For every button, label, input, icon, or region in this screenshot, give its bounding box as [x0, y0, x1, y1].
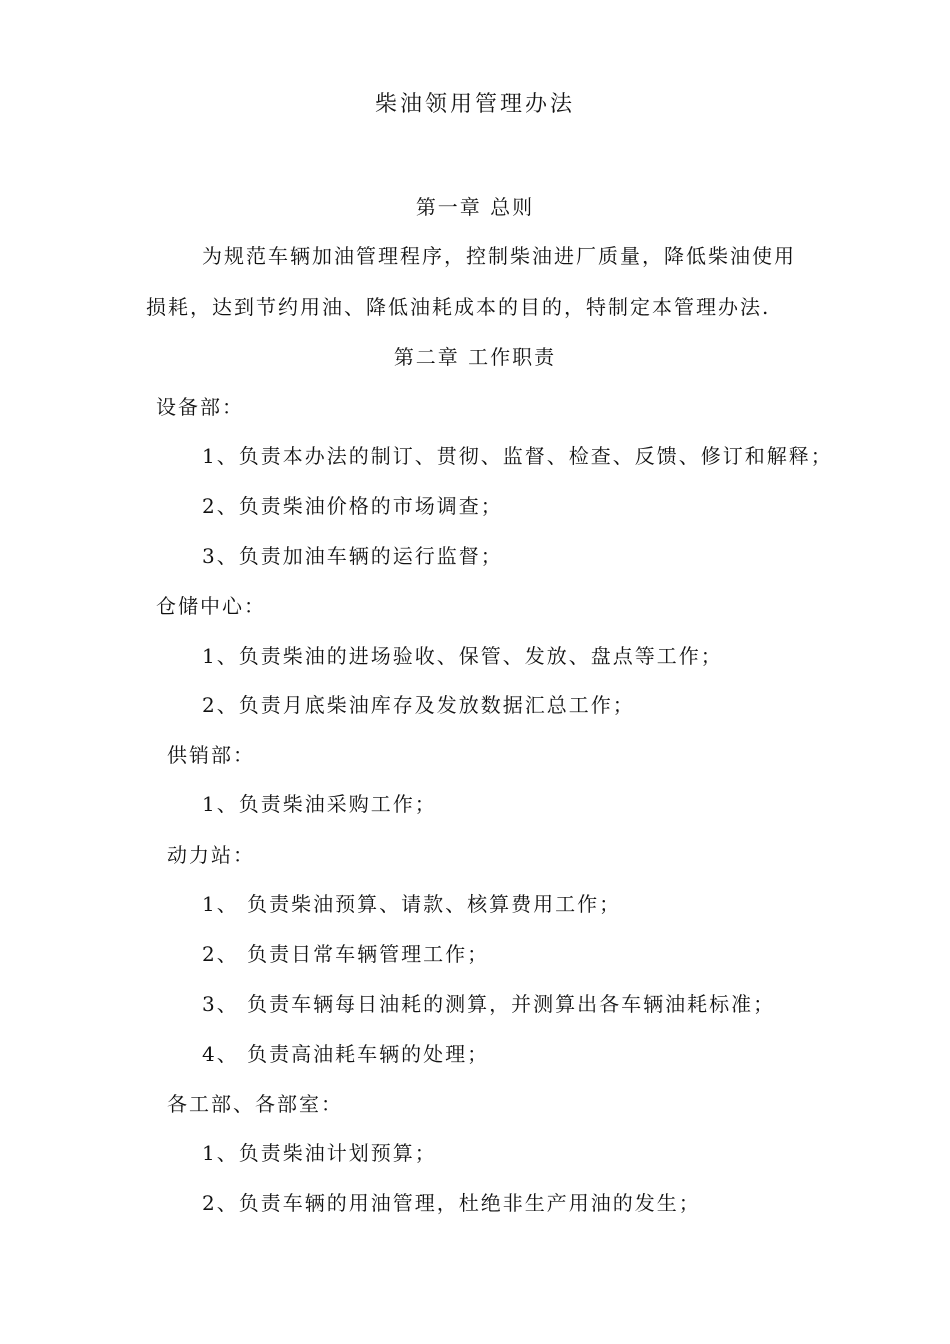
list-item: 2、负责车辆的用油管理，杜绝非生产用油的发生； [202, 1191, 701, 1215]
list-item: 3、负责加油车辆的运行监督； [202, 544, 503, 568]
chapter-1-paragraph-line-2: 损耗，达到节约用油、降低油耗成本的目的，特制定本管理办法. [146, 295, 771, 319]
list-item: 1、负责本办法的制订、贯彻、监督、检查、反馈、修订和解释； [202, 444, 833, 468]
list-item: 3、 负责车辆每日油耗的测算，并测算出各车辆油耗标准； [202, 992, 776, 1016]
list-item: 1、 负责柴油预算、请款、核算费用工作； [202, 892, 622, 916]
list-item: 4、 负责高油耗车辆的处理； [202, 1042, 490, 1066]
section-supply-sales-dept: 供销部： [167, 743, 255, 767]
document-title: 柴油领用管理办法 [374, 92, 575, 117]
section-workshops-offices: 各工部、各部室： [167, 1092, 343, 1116]
list-item: 1、负责柴油的进场验收、保管、发放、盘点等工作； [202, 644, 723, 668]
list-item: 2、负责柴油价格的市场调查； [202, 494, 503, 518]
list-item: 2、负责月底柴油库存及发放数据汇总工作； [202, 693, 635, 717]
list-item: 1、负责柴油采购工作； [202, 792, 437, 816]
section-power-station: 动力站： [167, 843, 255, 867]
section-equipment-dept: 设备部： [156, 395, 244, 419]
list-item: 1、负责柴油计划预算； [202, 1141, 437, 1165]
chapter-1-paragraph-line-1: 为规范车辆加油管理程序，控制柴油进厂质量，降低柴油使用 [202, 244, 796, 268]
chapter-1-heading: 第一章 总则 [415, 195, 535, 219]
list-item: 2、 负责日常车辆管理工作； [202, 942, 490, 966]
chapter-2-heading: 第二章 工作职责 [393, 345, 557, 369]
section-storage-center: 仓储中心： [156, 594, 266, 618]
